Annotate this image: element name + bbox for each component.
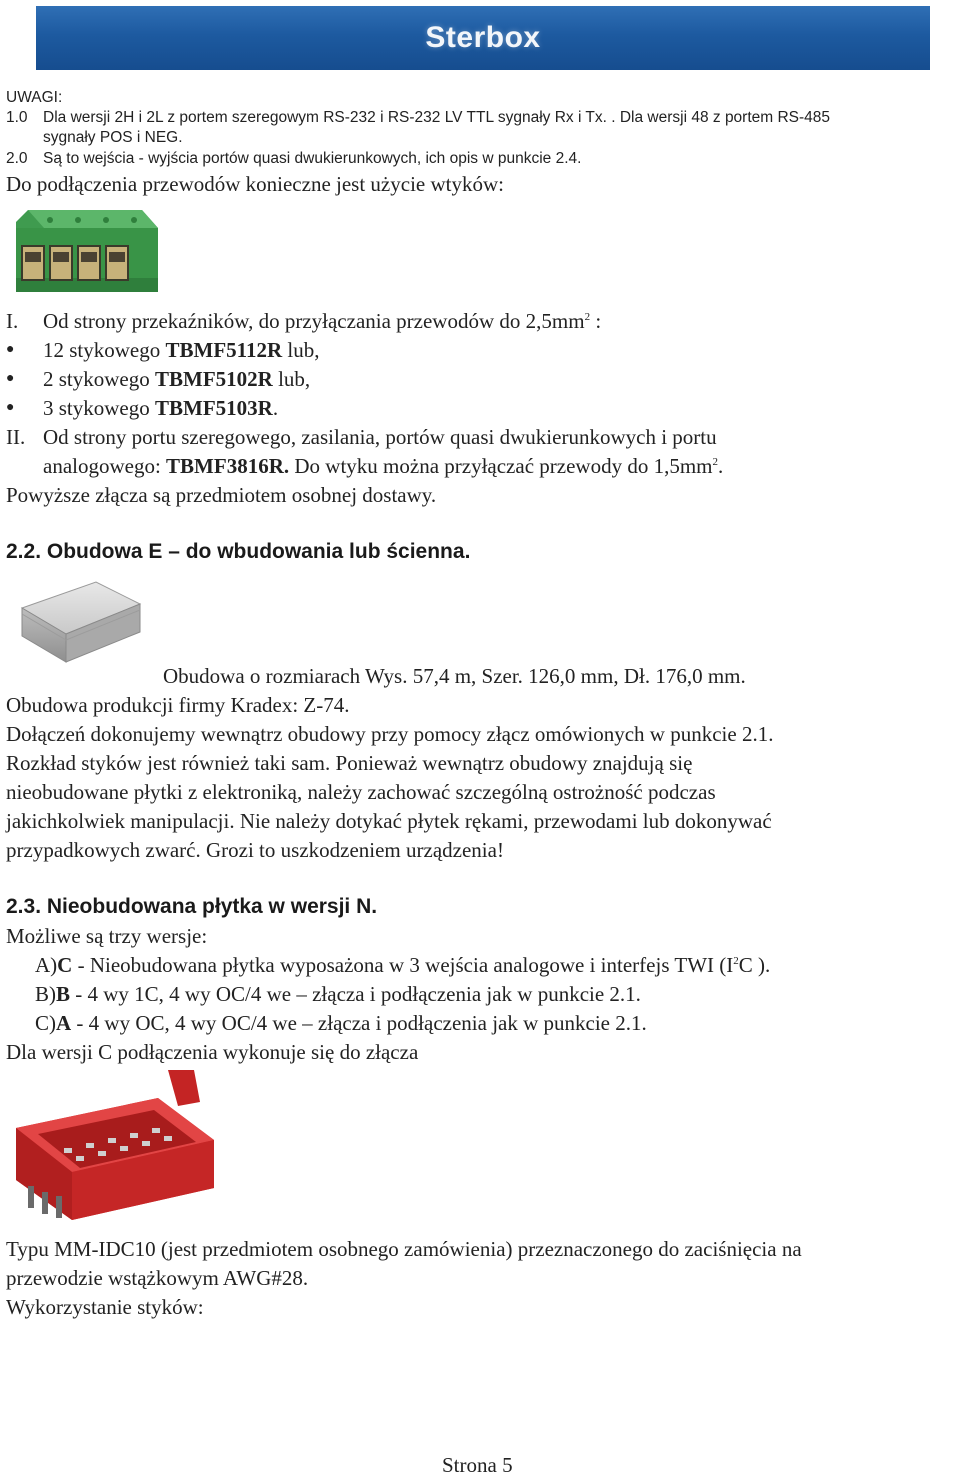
relay-list-number: I. — [6, 309, 19, 333]
page-number: Strona 5 — [442, 1453, 513, 1477]
version-item-a: A)C - Nieobudowana płytka wyposażona w 3 wejścia analogowe i interfejs TWI ($I^2C$ ). — [35, 953, 771, 977]
connectors-intro: Do podłączenia przewodów konieczne jest użycie wtyków: — [6, 172, 504, 196]
relay-connector-text: Od strony przekaźników, do przyłączania przewodów do $2,5mm^2$ : — [43, 309, 602, 333]
enclosure-dimensions: Obudowa o rozmiarach Wys. 57,4 m, Szer. 126,0 mm, Dł. 176,0 mm. — [163, 664, 746, 688]
note-2-number: 2.0 — [6, 150, 28, 167]
enclosure-line: Obudowa produkcji firmy Kradex: Z-74. — [6, 693, 350, 717]
pin-usage-heading: Wykorzystanie styków: — [6, 1295, 204, 1319]
versions-intro: Możliwe są trzy wersje: — [6, 924, 208, 948]
section-2-2-heading: 2.2. Obudowa E – do wbudowania lub ścienna. — [6, 540, 471, 563]
version-item-c: C)A - 4 wy OC, 4 wy OC/4 we – złącza i podłączenia jak w punkcie 2.1. — [35, 1011, 647, 1035]
note-2-text: Są to wejścia - wyjścia portów quasi dwukierunkowych, ich opis w punkcie 2.4. — [43, 150, 582, 167]
serial-list-number: II. — [6, 425, 26, 449]
notes-heading: UWAGI: — [6, 89, 63, 106]
enclosure-line: przypadkowych zwarć. Grozi to uszkodzeniem urządzenia! — [6, 838, 504, 862]
header-banner — [36, 6, 930, 70]
enclosure-line: Dołączeń dokonujemy wewnątrz obudowy przy pomocy złącz omówionych w punkcie 2.1. — [6, 722, 774, 746]
terminal-block-image — [10, 206, 162, 302]
note-1-continuation: sygnały POS i NEG. — [43, 129, 183, 146]
serial-connector-text: Od strony portu szeregowego, zasilania, portów quasi dwukierunkowych i portu — [43, 425, 717, 449]
enclosure-line: nieobudowane płytki z elektroniką, należy zachować szczególną ostrożność podczas — [6, 780, 716, 804]
idc-connector-image — [8, 1068, 220, 1232]
connector-type-line: Typu MM-IDC10 (jest przedmiotem osobnego zamówienia) przeznaczonego do zaciśnięcia na — [6, 1237, 802, 1261]
section-2-3-heading: 2.3. Nieobudowana płytka w wersji N. — [6, 895, 378, 918]
connector-type-line: przewodzie wstążkowym AWG#28. — [6, 1266, 309, 1290]
version-item-b: B)B - 4 wy 1C, 4 wy OC/4 we – złącza i podłączenia jak w punkcie 2.1. — [35, 982, 641, 1006]
enclosure-line: Rozkład styków jest również taki sam. Ponieważ wewnątrz obudowy znajdują się — [6, 751, 693, 775]
enclosure-image — [12, 574, 144, 668]
note-1-text: Dla wersji 2H i 2L z portem szeregowym RS-232 i RS-232 LV TTL sygnały Rx i Tx. . Dla wersji 48 z portem RS-485 — [43, 109, 831, 126]
delivery-note: Powyższe złącza są przedmiotem osobnej dostawy. — [6, 483, 437, 507]
note-1-number: 1.0 — [6, 109, 28, 126]
brand-logo: Sterbox — [425, 21, 541, 54]
connector-intro: Dla wersji C podłączenia wykonuje się do złącza — [6, 1040, 419, 1064]
serial-connector-continuation: analogowego: TBMF3816R. Do wtyku można przyłączać przewody do $1,5mm^2$. — [43, 454, 724, 478]
enclosure-line: jakichkolwiek manipulacji. Nie należy dotykać płytek rękami, przewodami lub dokonywać — [6, 809, 772, 833]
